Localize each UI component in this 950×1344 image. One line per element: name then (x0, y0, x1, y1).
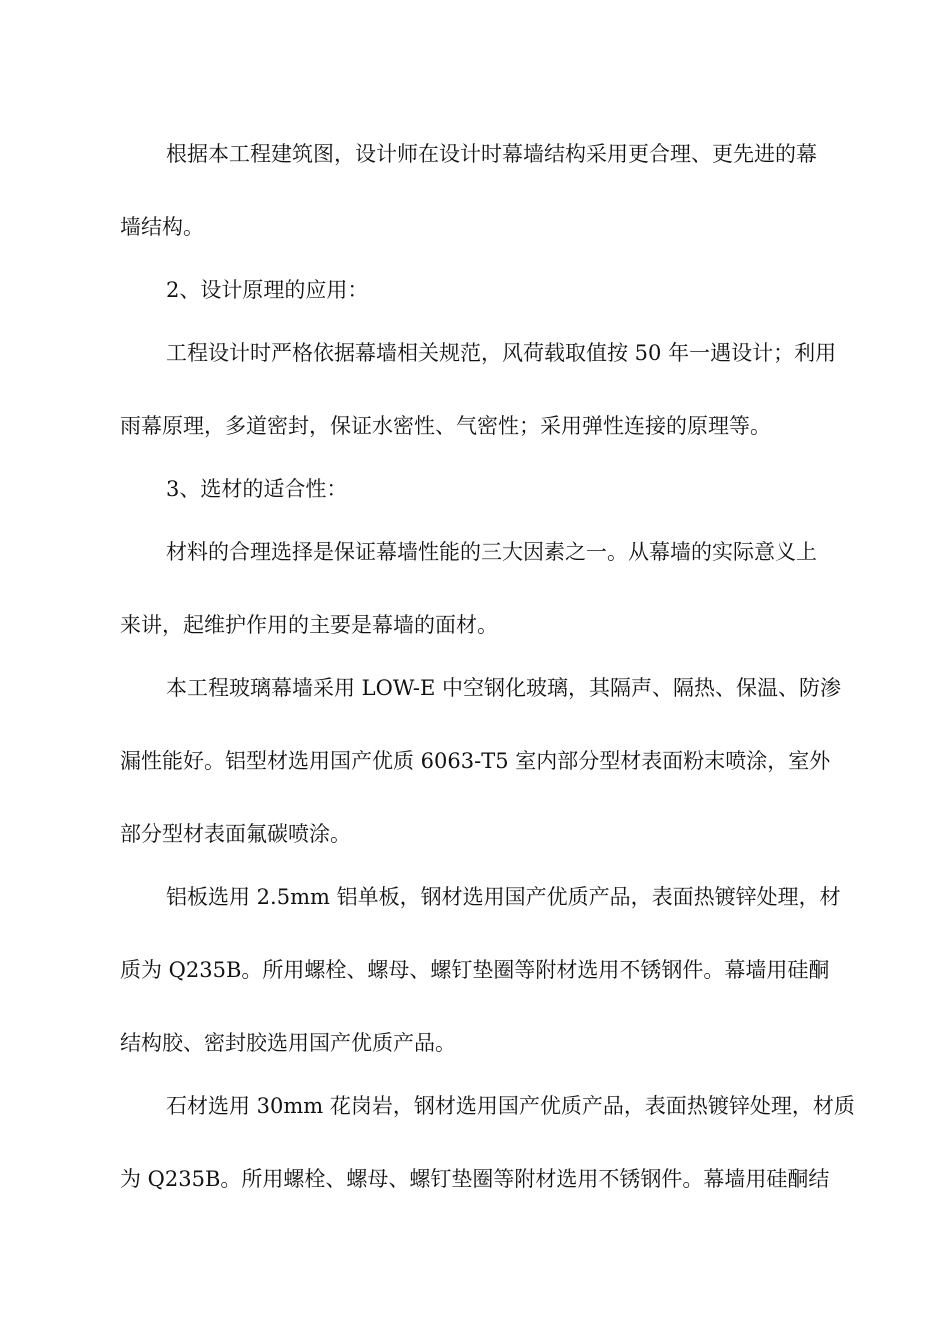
paragraph-1-line-2: 墙结构。 (120, 215, 204, 239)
paragraph-6-line-2: 漏性能好。铝型材选用国产优质 6063-T5 室内部分型材表面粉末喷涂，室外 (120, 749, 831, 773)
paragraph-7-line-2: 质为 Q235B。所用螺栓、螺母、螺钉垫圈等附材选用不锈钢件。幕墙用硅酮 (120, 958, 830, 982)
paragraph-6-line-1: 本工程玻璃幕墙采用 LOW-E 中空钢化玻璃，其隔声、隔热、保温、防渗 (166, 676, 841, 700)
paragraph-5-line-1: 材料的合理选择是保证幕墙性能的三大因素之一。从幕墙的实际意义上 (166, 540, 817, 564)
paragraph-7-line-1: 铝板选用 2.5mm 铝单板，钢材选用国产优质产品，表面热镀锌处理，材 (166, 885, 841, 909)
paragraph-1-line-1: 根据本工程建筑图，设计师在设计时幕墙结构采用更合理、更先进的幕 (166, 142, 817, 166)
section-heading-design-principle: 2、设计原理的应用： (166, 278, 369, 302)
paragraph-5-line-2: 来讲，起维护作用的主要是幕墙的面材。 (120, 613, 498, 637)
paragraph-8-line-2: 为 Q235B。所用螺栓、螺母、螺钉垫圈等附材选用不锈钢件。幕墙用硅酮结 (120, 1167, 830, 1191)
section-heading-material-suitability: 3、选材的适合性： (166, 477, 348, 501)
paragraph-6-line-3: 部分型材表面氟碳喷涂。 (120, 822, 351, 846)
paragraph-3-line-1: 工程设计时严格依据幕墙相关规范，风荷载取值按 50 年一遇设计；利用 (166, 341, 837, 365)
paragraph-7-line-3: 结构胶、密封胶选用国产优质产品。 (120, 1031, 456, 1055)
paragraph-3-line-2: 雨幕原理，多道密封，保证水密性、气密性；采用弹性连接的原理等。 (120, 414, 771, 438)
paragraph-8-line-1: 石材选用 30mm 花岗岩，钢材选用国产优质产品，表面热镀锌处理，材质 (166, 1094, 855, 1118)
